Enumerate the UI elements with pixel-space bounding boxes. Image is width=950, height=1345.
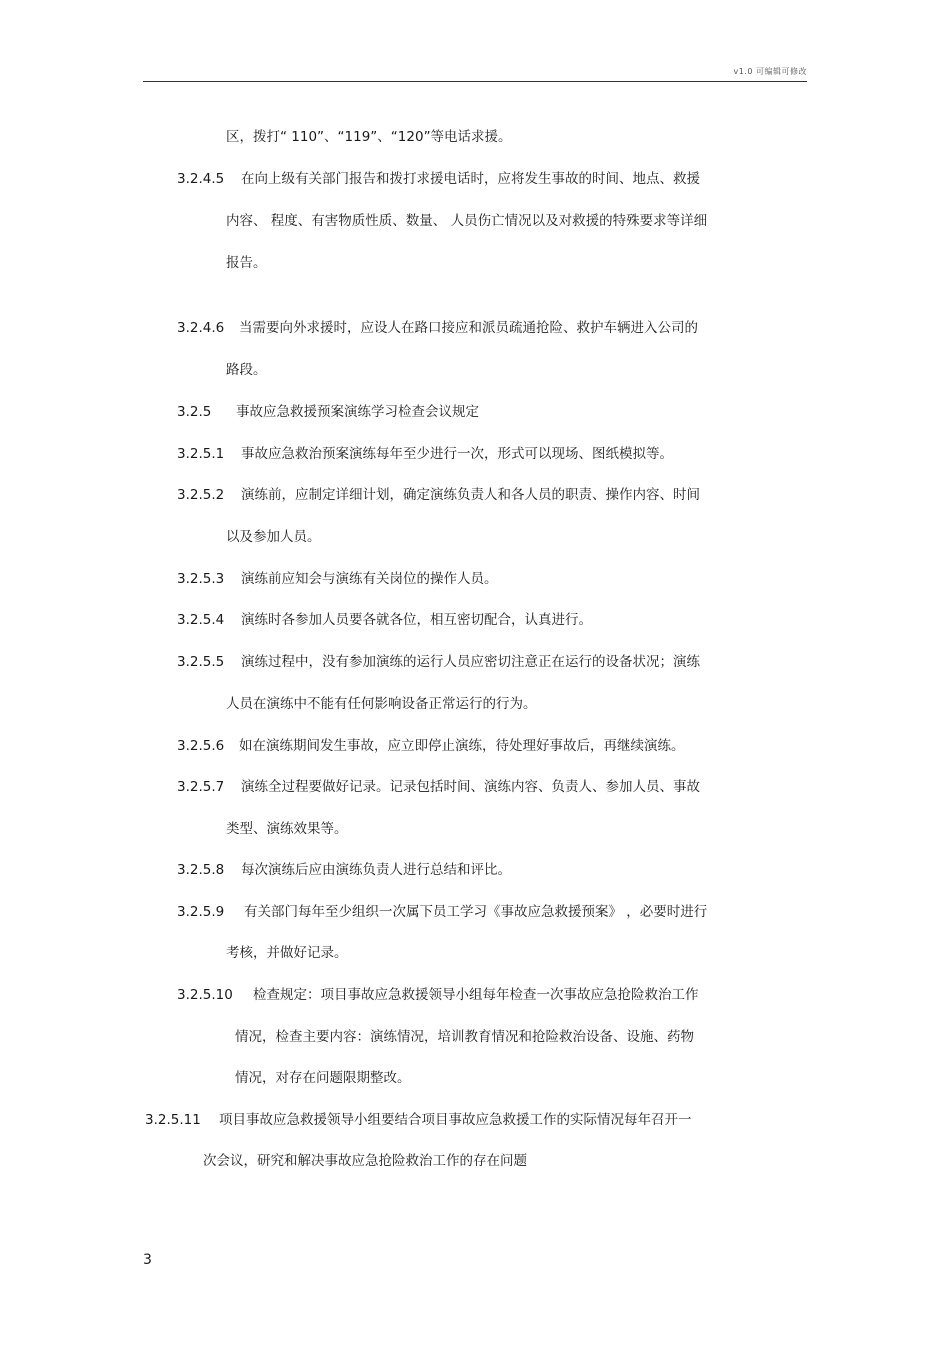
- paragraph-line: [177, 486, 700, 504]
- paragraph-line: [177, 611, 592, 629]
- paragraph-line: [226, 254, 267, 272]
- paragraph-line: [145, 1111, 692, 1129]
- paragraph-line: [177, 653, 700, 671]
- paragraph-line: [235, 1028, 694, 1046]
- line-text: 情况，检查主要内容：演练情况，培训教育情况和抢险救治设备、设施、药物: [235, 1029, 694, 1045]
- paragraph-line: [177, 778, 700, 796]
- paragraph-line: [177, 861, 511, 879]
- paragraph-line: [226, 528, 321, 546]
- section-number: 3.2.5.7: [177, 779, 225, 795]
- line-text: 路段。: [226, 362, 267, 378]
- line-text: 演练前，应制定详细计划，确定演练负责人和各人员的职责、操作内容、时间: [241, 487, 700, 503]
- section-number: 3.2.4.6: [177, 320, 225, 336]
- paragraph-line: [177, 903, 707, 921]
- paragraph-line: [177, 319, 698, 337]
- line-text: 事故应急救治预案演练每年至少进行一次，形式可以现场、图纸模拟等。: [241, 446, 673, 462]
- section-number: 3.2.5.9: [177, 904, 225, 920]
- paragraph-line: [226, 212, 707, 230]
- section-number: 3.2.5.4: [177, 612, 225, 628]
- paragraph-line: [235, 1069, 411, 1087]
- line-text: 类型、演练效果等。: [226, 821, 348, 837]
- line-text: 区，拨打“ 110”、“119”、“120”等电话求援。: [226, 129, 512, 145]
- section-heading: [177, 403, 479, 421]
- section-number: 3.2.5.11: [145, 1112, 201, 1128]
- line-text: 以及参加人员。: [226, 529, 321, 545]
- line-text: 事故应急救援预案演练学习检查会议规定: [236, 404, 479, 420]
- line-text: 报告。: [226, 255, 267, 271]
- line-text: 如在演练期间发生事故，应立即停止演练，待处理好事故后，再继续演练。: [239, 738, 685, 754]
- section-number: 3.2.5.10: [177, 987, 233, 1003]
- line-text: 考核，并做好记录。: [226, 945, 348, 961]
- line-text: 演练前应知会与演练有关岗位的操作人员。: [241, 571, 498, 587]
- paragraph-line: [226, 820, 348, 838]
- paragraph-line: [226, 695, 537, 713]
- line-text: 内容、 程度、有害物质性质、数量、 人员伤亡情况以及对救援的特殊要求等详细: [226, 213, 708, 229]
- line-text: 每次演练后应由演练负责人进行总结和评比。: [241, 862, 511, 878]
- paragraph-line: [203, 1152, 527, 1170]
- section-number: 3.2.5: [177, 404, 212, 420]
- line-text: 演练时各参加人员要各就各位，相互密切配合，认真进行。: [241, 612, 592, 628]
- section-number: 3.2.5.8: [177, 862, 225, 878]
- paragraph-line: [177, 445, 673, 463]
- line-text: 人员在演练中不能有任何影响设备正常运行的行为。: [226, 696, 537, 712]
- paragraph-line: [177, 570, 498, 588]
- section-number: 3.2.5.6: [177, 738, 225, 754]
- section-number: 3.2.5.3: [177, 571, 225, 587]
- line-text: 次会议，研究和解决事故应急抢险救治工作的存在问题: [203, 1153, 527, 1169]
- paragraph-line: [177, 737, 685, 755]
- line-text: 情况，对存在问题限期整改。: [235, 1070, 411, 1086]
- section-number: 3.2.5.5: [177, 654, 225, 670]
- page-header-text: v1.0 可编辑可修改: [733, 67, 807, 76]
- section-number: 3.2.5.2: [177, 487, 225, 503]
- line-text: 在向上级有关部门报告和拨打求援电话时，应将发生事故的时间、地点、救援: [241, 171, 700, 187]
- paragraph-line: [177, 170, 700, 188]
- line-text: 当需要向外求援时，应设人在路口接应和派员疏通抢险、救护车辆进入公司的: [239, 320, 698, 336]
- paragraph-line: [226, 128, 512, 146]
- paragraph-line: [177, 986, 699, 1004]
- section-number: 3.2.5.1: [177, 446, 225, 462]
- paragraph-line: [226, 361, 267, 379]
- header-divider: [143, 81, 807, 82]
- page-number: 3: [143, 1252, 152, 1268]
- line-text: 检查规定：项目事故应急救援领导小组每年检查一次事故应急抢险救治工作: [253, 987, 699, 1003]
- line-text: 有关部门每年至少组织一次属下员工学习《事故应急救援预案》 ，必要时进行: [244, 904, 708, 920]
- paragraph-line: [226, 944, 348, 962]
- line-text: 演练过程中，没有参加演练的运行人员应密切注意正在运行的设备状况；演练: [241, 654, 700, 670]
- section-number: 3.2.4.5: [177, 171, 225, 187]
- line-text: 演练全过程要做好记录。记录包括时间、演练内容、负责人、参加人员、事故: [241, 779, 700, 795]
- line-text: 项目事故应急救援领导小组要结合项目事故应急救援工作的实际情况每年召开一: [219, 1112, 692, 1128]
